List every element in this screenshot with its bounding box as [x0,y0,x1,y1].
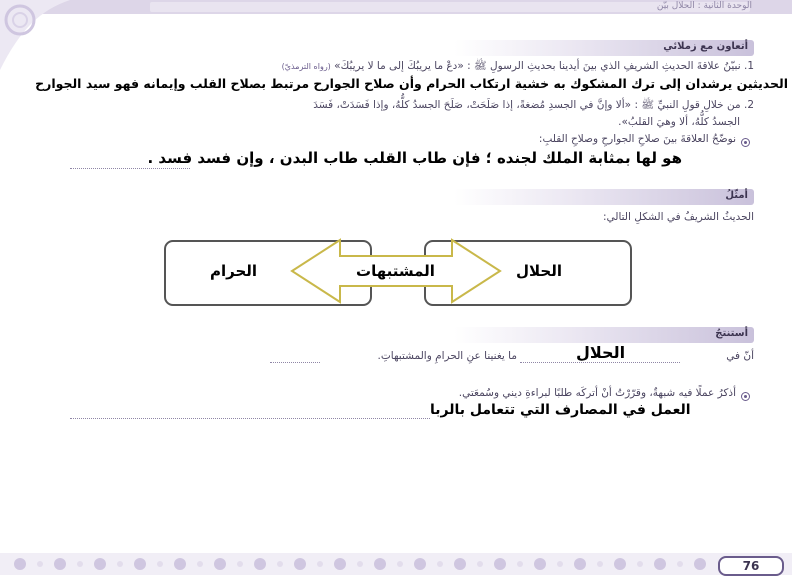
diagram-instruction: الحديثُ الشريفُ في الشكلِ التالي: [602,211,754,223]
section-tag-cooperate [454,40,754,56]
question-1-source: (رواه الترمذيّ) [281,62,331,71]
conclude-1-answer-handwritten: الحلال [576,343,626,362]
section-tag-conclude [454,327,754,343]
bullet-icon [741,392,750,401]
box-haram-label: الحرام [210,262,258,280]
answer-line [520,362,680,363]
section-tag-label: أمثّلُ [725,190,748,201]
conclude-2-answer-handwritten: العمل في المصارف التي تتعامل بالربا [430,402,691,418]
question-2-line-2: الجسدُ كلُّهُ، ألا وهيَ القلبُ». [618,116,740,128]
question-2-sub: نوضّحُ العلاقةَ بينَ صلاحِ الجوارحِ وصلاحِ القلبِ: [538,133,736,145]
header-bar [0,0,792,14]
decorative-border-icon [0,553,792,575]
conclude-1-suffix: ما يغنينا عنِ الحرامِ والمشتبهاتِ. [377,350,517,362]
unit-title: الوحدة الثانية : الحلال بيّن [656,1,752,11]
section-tag-label: أتعاون مع زملائي [663,41,748,52]
ornament-corner-icon [0,0,70,70]
answer-line [70,168,190,169]
answer-1-handwritten: الحديثين يرشدان إلى ترك المشكوك به خشية ارتكاب الحرام وأن صلاح الجوارح مرتبط بصلاح القلب وإيمانه فهو سيد الجوارح [35,76,788,91]
section-tag-label: أستنتجُ [715,328,748,339]
question-1-text: 1. نبيّنُ علاقةَ الحديثِ الشريفِ الذي بينَ أيدينا بحديثِ الرسولِ ﷺ : «دعْ ما يريبُكَ إلى ما لا يريبُكَ» (رواه الترمذيّ) [281,60,754,72]
conclude-1-prefix: أنّ في [726,350,754,362]
answer-line [270,362,320,363]
section-tag-exemplify [454,189,754,205]
answer-line [70,418,430,419]
bullet-icon [741,138,750,147]
conclude-2-text: أذكرُ عملًا فيه شبهةٌ، وقرّرْتُ أنْ أتركَه طلبًا لبراءةِ ديني وسُمعَتي. [458,387,736,399]
answer-2-handwritten: هو لها بمثابة الملك لجنده ؛ فإن طاب القلب طاب البدن ، وإن فسد فسد . [147,149,682,167]
arrow-middle-label: المشتبهات [356,262,435,280]
box-halal-label: الحلال [516,262,562,280]
page-number: 76 [718,556,784,576]
question-2-line-1: 2. من خلالِ قولِ النبيِّ ﷺ : «ألا وإنَّ في الجسدِ مُضغةً، إذا صَلَحَتْ، صَلَحَ الجسدُ كلُّهُ، وإذا فَسَدَتْ، فَسَدَ [313,99,754,111]
